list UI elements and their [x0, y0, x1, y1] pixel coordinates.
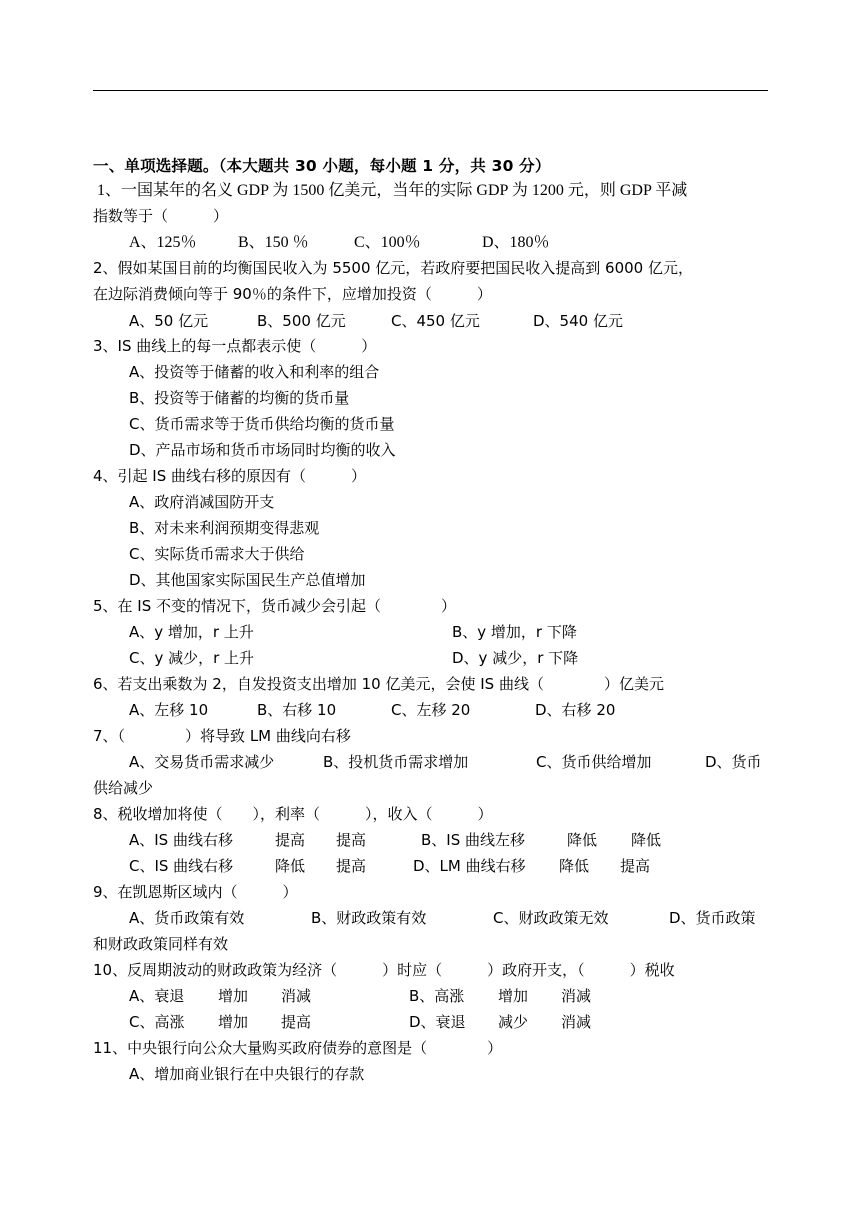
question-8-stem: 8、税收增加将使（ ），利率（ ），收入（ ）	[93, 805, 493, 823]
option-value-1: 减少	[498, 1013, 529, 1031]
option-label: A、IS 曲线右移	[129, 831, 233, 849]
question-4-option-d[interactable]: D、其他国家实际国民生产总值增加	[129, 571, 366, 589]
question-1-option-d[interactable]: D、180％	[482, 234, 550, 251]
option-value-1: 降低	[559, 857, 590, 875]
question-5-option-b[interactable]: B、y 增加，r 下降	[452, 623, 577, 641]
question-5-stem: 5、在 IS 不变的情况下，货币减少会引起（ ）	[93, 597, 457, 615]
question-10-option-b[interactable]	[409, 986, 592, 1006]
question-6-option-c[interactable]: C、左移 20	[391, 701, 471, 719]
option-label: A、衰退	[129, 987, 185, 1005]
question-8-option-b[interactable]	[421, 830, 662, 850]
question-4-option-a[interactable]: A、政府消减国防开支	[129, 493, 275, 511]
question-8-option-a[interactable]	[129, 830, 367, 850]
question-3-stem: 3、IS 曲线上的每一点都表示使（ ）	[93, 337, 377, 355]
question-7-option-d[interactable]: D、货币	[705, 753, 762, 771]
question-4-option-c[interactable]: C、实际货币需求大于供给	[129, 545, 305, 563]
question-2-stem: 2、假如某国目前的均衡国民收入为 5500 亿元，若政府要把国民收入提高到 6000 亿元，	[93, 259, 693, 277]
question-9-option-d[interactable]: D、货币政策	[669, 909, 756, 927]
option-value-1: 降低	[567, 831, 598, 849]
question-2-stem-continued: 在边际消费倾向等于 90％的条件下，应增加投资（ ）	[93, 285, 492, 303]
question-1-option-c[interactable]: C、100％	[354, 234, 421, 251]
question-3-option-c[interactable]: C、货币需求等于货币供给均衡的货币量	[129, 415, 395, 433]
question-6-stem: 6、若支出乘数为 2，自发投资支出增加 10 亿美元，会使 IS 曲线（ ）亿美元	[93, 675, 664, 693]
option-value-1: 提高	[275, 831, 306, 849]
question-1-option-a[interactable]: A、125％	[129, 234, 197, 251]
question-7-option-b[interactable]: B、投机货币需求增加	[323, 753, 469, 771]
option-value-1: 增加	[498, 987, 529, 1005]
question-7-stem: 7、（ ）将导致 LM 曲线向右移	[93, 727, 351, 745]
option-label: B、IS 曲线左移	[421, 831, 526, 849]
option-value-1: 增加	[218, 987, 249, 1005]
question-7-option-a[interactable]: A、交易货币需求减少	[129, 753, 275, 771]
question-10-stem: 10、反周期波动的财政政策为经济（ ）时应（ ）政府开支，（ ）税收	[93, 961, 675, 979]
question-6-option-d[interactable]: D、右移 20	[535, 701, 616, 719]
option-value-1: 降低	[275, 857, 306, 875]
question-9-option-b[interactable]: B、财政政策有效	[311, 909, 427, 927]
option-value-2: 提高	[336, 831, 367, 849]
question-2-option-c[interactable]: C、450 亿元	[391, 312, 480, 330]
option-label: B、高涨	[409, 987, 465, 1005]
question-8-option-d[interactable]	[413, 856, 651, 876]
question-9-option-c[interactable]: C、财政政策无效	[493, 909, 609, 927]
question-11-option-a[interactable]: A、增加商业银行在中央银行的存款	[129, 1065, 365, 1083]
question-2-option-d[interactable]: D、540 亿元	[533, 312, 623, 330]
option-label: D、衰退	[409, 1013, 466, 1031]
option-value-1: 增加	[218, 1013, 249, 1031]
option-label: D、LM 曲线右移	[413, 857, 526, 875]
option-value-2: 提高	[620, 857, 651, 875]
question-10-option-d[interactable]	[409, 1012, 592, 1032]
question-3-option-a[interactable]: A、投资等于储蓄的收入和利率的组合	[129, 363, 380, 381]
question-9-stem: 9、在凯恩斯区域内（ ）	[93, 883, 298, 901]
question-11-stem: 11、中央银行向公众大量购买政府债券的意图是（ ）	[93, 1039, 503, 1057]
question-5-option-c[interactable]: C、y 减少，r 上升	[129, 649, 255, 667]
option-value-2: 消减	[561, 1013, 592, 1031]
option-label: C、IS 曲线右移	[129, 857, 234, 875]
question-4-option-b[interactable]: B、对未来利润预期变得悲观	[129, 519, 320, 537]
question-9-option-d-continued: 和财政政策同样有效	[93, 935, 229, 953]
question-7-option-c[interactable]: C、货币供给增加	[536, 753, 652, 771]
question-1-option-b[interactable]: B、150 ％	[238, 234, 309, 251]
question-10-option-a[interactable]	[129, 986, 312, 1006]
option-value-2: 消减	[281, 987, 312, 1005]
option-value-2: 降低	[631, 831, 662, 849]
header-rule	[93, 90, 768, 91]
question-5-option-a[interactable]: A、y 增加，r 上升	[129, 623, 254, 641]
option-label: C、高涨	[129, 1013, 185, 1031]
section-title: 一、单项选择题。（本大题共 30 小题，每小题 1 分，共 30 分）	[93, 157, 551, 175]
question-5-option-d[interactable]: D、y 减少，r 下降	[452, 649, 579, 667]
question-4-stem: 4、引起 IS 曲线右移的原因有（ ）	[93, 467, 367, 485]
question-3-option-d[interactable]: D、产品市场和货币市场同时均衡的收入	[129, 441, 396, 459]
option-value-2: 提高	[281, 1013, 312, 1031]
option-value-2: 消减	[561, 987, 592, 1005]
question-6-option-a[interactable]: A、左移 10	[129, 701, 209, 719]
question-6-option-b[interactable]: B、右移 10	[257, 701, 337, 719]
question-1-stem-continued: 指数等于（ ）	[93, 207, 229, 225]
question-10-option-c[interactable]	[129, 1012, 312, 1032]
question-2-option-b[interactable]: B、500 亿元	[257, 312, 346, 330]
question-7-option-d-continued: 供给减少	[93, 779, 154, 797]
question-9-option-a[interactable]: A、货币政策有效	[129, 909, 245, 927]
question-2-option-a[interactable]: A、50 亿元	[129, 312, 209, 330]
question-8-option-c[interactable]	[129, 856, 367, 876]
question-3-option-b[interactable]: B、投资等于储蓄的均衡的货币量	[129, 389, 350, 407]
question-1-stem: 1、一国某年的名义 GDP 为 1500 亿美元，当年的实际 GDP 为 1200 元，则 GDP 平减	[97, 182, 688, 199]
option-value-2: 提高	[336, 857, 367, 875]
